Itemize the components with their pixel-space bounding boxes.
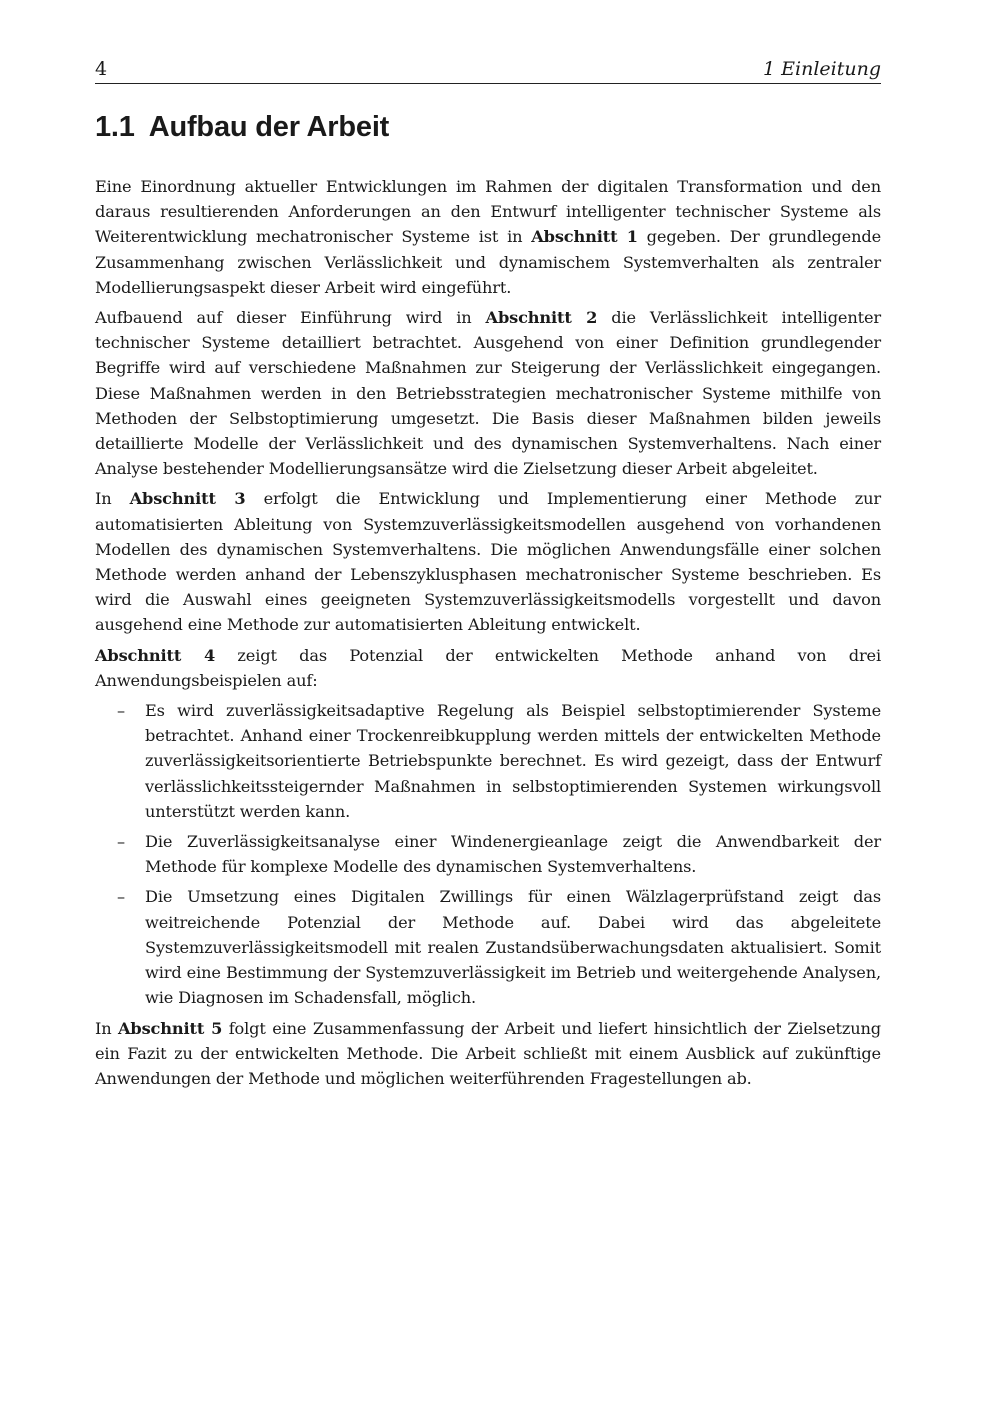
section-reference: Abschnitt 2 bbox=[485, 308, 598, 328]
paragraph-text: folgt eine Zusammenfassung der Arbeit und liefert hinsichtlich der Zielsetzung ein Fazit zu der entwickelten Methode. Die Arbeit schließt mit einem Ausblick auf zukünftige Anwendungen der Methode und möglichen weiterführenden Fragestellungen ab. bbox=[95, 1018, 881, 1088]
page-number: 4 bbox=[95, 58, 108, 80]
paragraph-text: erfolgt die Entwicklung und Implementierung einer Methode zur automatisierten Ableitung von Systemzuverlässigkeitsmodellen ausgehend von vorhandenen Modellen des dynamischen Systemverhaltens. Die möglichen Anwendungsfälle einer solchen Methode werden anhand der Lebenszyklusphasen mechatronischer Systeme beschrieben. Es wird die Auswahl eines geeigneten Systemzuverlässigkeitsmodells vorgestellt und davon ausgehend eine Methode zur automatisierten Ableitung entwickelt. bbox=[95, 489, 881, 635]
section-reference: Abschnitt 5 bbox=[118, 1018, 223, 1038]
section-heading bbox=[95, 110, 881, 144]
paragraph-text: In bbox=[95, 489, 130, 509]
chapter-title: 1 Einleitung bbox=[763, 58, 881, 80]
list-item: – Die Umsetzung eines Digitalen Zwillings für einen Wälzlagerprüfstand zeigt das weitreichende Potenzial der Methode auf. Dabei wird das abgeleitete Systemzuverlässigkeitsmodell mit realen Zustandsüberwachungsdaten aktualisiert. Somit wird eine Bestimmung der Systemzuverlässigkeit im Betrieb und weitergehende Analysen, wie Diagnosen im Schadensfall, möglich. bbox=[145, 884, 881, 1010]
paragraph-text: Eine Einordnung aktueller Entwicklungen im Rahmen der digitalen Transformation und den daraus resultierenden Anforderungen an den Entwurf intelligenter technischer Systeme als Weiterentwicklung mechatronischer Systeme ist in bbox=[95, 177, 881, 247]
application-examples-list bbox=[95, 698, 881, 1010]
paragraph-4 bbox=[95, 643, 881, 693]
paragraph-5 bbox=[95, 1016, 881, 1092]
paragraph-2 bbox=[95, 305, 881, 481]
paragraph-text: In bbox=[95, 1018, 118, 1038]
section-title: Aufbau der Arbeit bbox=[148, 111, 390, 143]
section-reference: Abschnitt 4 bbox=[95, 645, 216, 665]
paragraph-text: gegeben. Der grundlegende Zusammenhang zwischen Verlässlichkeit und dynamischem Systemverhalten als zentraler Modellierungsaspekt dieser Arbeit wird eingeführt. bbox=[95, 227, 881, 297]
section-reference: Abschnitt 3 bbox=[129, 489, 246, 509]
paragraph-text: zeigt das Potenzial der entwickelten Methode anhand von drei Anwendungsbeispielen auf: bbox=[95, 645, 881, 690]
list-item: – Die Zuverlässigkeitsanalyse einer Windenergieanlage zeigt die Anwendbarkeit der Methode für komplexe Modelle des dynamischen Systemverhaltens. bbox=[145, 829, 881, 879]
paragraph-3 bbox=[95, 486, 881, 637]
list-item: – Es wird zuverlässigkeitsadaptive Regelung als Beispiel selbstoptimierender Systeme betrachtet. Anhand einer Trockenreibkupplung werden mittels der entwickelten Methode zuverlässigkeitsorientierte Betriebspunkte berechnet. Es wird gezeigt, dass der Entwurf verlässlichkeitssteigernder Maßnahmen in selbstoptimierenden Systemen wirkungsvoll unterstützt werden kann. bbox=[145, 698, 881, 824]
paragraph-text: die Verlässlichkeit intelligenter technischer Systeme detailliert betrachtet. Ausgehend von einer Definition grundlegender Begriffe wird auf verschiedene Maßnahmen zur Steigerung der Verlässlichkeit eingegangen. Diese Maßnahmen werden in den Betriebsstrategien mechatronischer Systeme mithilfe von Methoden der Selbstoptimierung umgesetzt. Die Basis dieser Maßnahmen bilden jeweils detaillierte Modelle der Verlässlichkeit und des dynamischen Systemverhaltens. Nach einer Analyse bestehender Modellierungsansätze wird die Zielsetzung dieser Arbeit abgeleitet. bbox=[95, 308, 881, 479]
paragraph-text: Aufbauend auf dieser Einführung wird in bbox=[95, 308, 486, 328]
section-body bbox=[95, 174, 881, 1091]
document-page bbox=[95, 58, 881, 1096]
running-header bbox=[95, 58, 881, 84]
section-reference: Abschnitt 1 bbox=[531, 227, 638, 247]
paragraph-1 bbox=[95, 174, 881, 300]
section-number: 1.1 bbox=[95, 111, 135, 143]
